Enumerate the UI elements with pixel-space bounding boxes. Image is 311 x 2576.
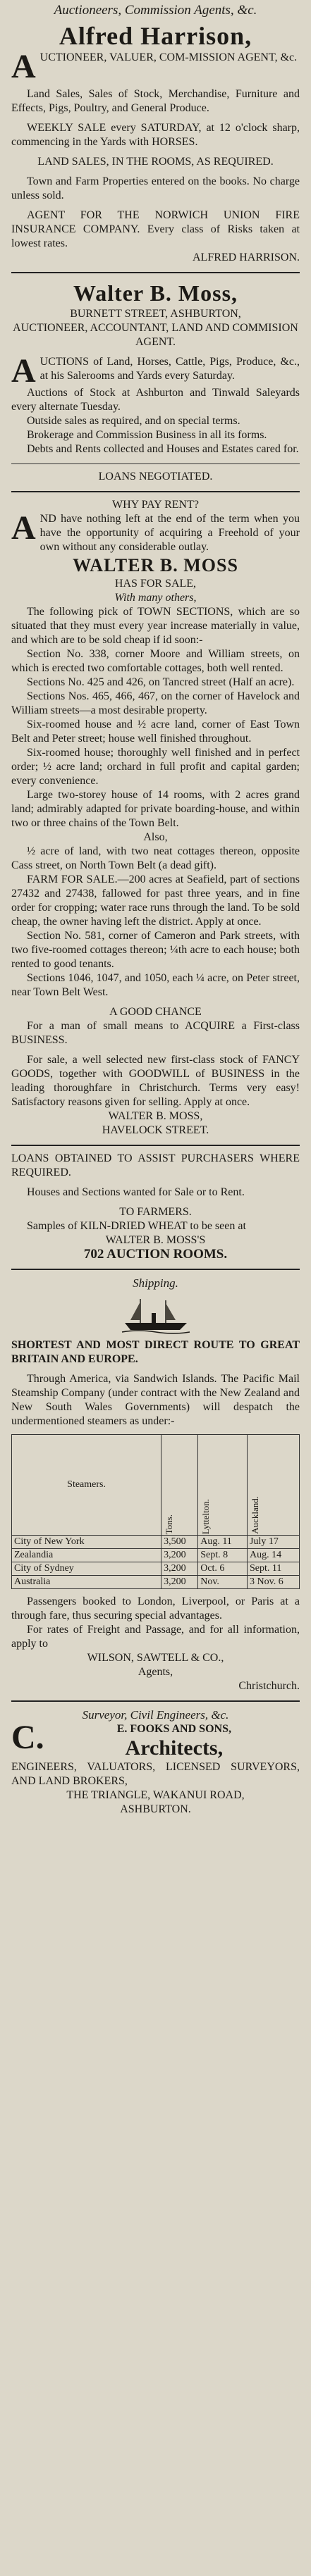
surveyor-address: THE TRIANGLE, WAKANUI ROAD, xyxy=(66,1789,245,1801)
divider xyxy=(11,1700,300,1702)
moss-acre-land: ½ acre of land, with two neat cottages thereon, opposite Cass street, on North Town Belt (a dead gift). xyxy=(11,845,300,871)
moss-six-roomed: Six-roomed house and ½ acre land, corner of East Town Belt and Peter street; house well finished throughout. xyxy=(11,718,300,745)
divider xyxy=(11,272,300,273)
cell-lyttelton: Sept. 8 xyxy=(198,1549,248,1562)
moss-debts: Debts and Rents collected and Houses and Estates cared for. xyxy=(27,443,299,455)
col-lyttelton xyxy=(198,1435,248,1536)
shipping-passengers: Passengers booked to London, Liverpool, or Paris at a through fare, thus securing special advantages. xyxy=(11,1595,300,1622)
moss-good-chance: A GOOD CHANCE xyxy=(109,1006,202,1018)
moss-auctions xyxy=(11,352,300,390)
moss-with-many: With many others, xyxy=(114,592,197,604)
cell-lyttelton: Oct. 6 xyxy=(198,1562,248,1576)
moss-stock: Auctions of Stock at Ashburton and Tinwald Saleyards every alternate Tuesday. xyxy=(11,387,300,413)
harrison-agent: AGENT FOR THE NORWICH UNION FIRE INSURANCE COMPANY. Every class of Risks taken at lowest rates. xyxy=(11,209,300,249)
divider xyxy=(11,1145,300,1146)
moss-auctions-text: UCTIONS of Land, Horses, Cattle, Pigs, Produce, &c., at his Salerooms and Yards every Saturday. xyxy=(39,356,300,382)
harrison-town-farm: Town and Farm Properties entered on the books. No charge unless sold. xyxy=(11,175,300,201)
table-row xyxy=(12,1549,300,1562)
table-header-row xyxy=(12,1435,300,1536)
moss-rent-text xyxy=(11,509,300,554)
harrison-land-sales: Land Sales, Sales of Stock, Merchandise, Furniture and Effects, Pigs, Poultry, and General Produce. xyxy=(11,88,300,114)
moss-sign-2: HAVELOCK STREET. xyxy=(102,1124,209,1136)
moss-loans: LOANS NEGOTIATED. xyxy=(98,471,213,483)
shipping-wilson: WILSON, SAWTELL & CO., xyxy=(87,1652,224,1664)
moss-auction-rooms: 702 AUCTION ROOMS. xyxy=(83,1247,228,1262)
moss-rent-body: ND have nothing left at the end of the term when you have the opportunity of acquiring a Freehold of your own without any considerable outlay. xyxy=(39,513,300,553)
moss-section-465: Sections Nos. 465, 466, 467, on the corner of Havelock and William streets—a most desirable property. xyxy=(11,690,300,716)
moss-loans-obtained: LOANS OBTAINED TO ASSIST PURCHASERS WHERE REQUIRED. xyxy=(11,1152,300,1178)
shipping-agents: Agents, xyxy=(138,1666,173,1678)
cell-lyttelton: Nov. xyxy=(198,1576,248,1589)
harrison-advert xyxy=(11,21,300,265)
moss-six-roomed-2: Six-roomed house; thoroughly well finished and in perfect order; ½ acre land; orchard in full profit and capital garden; every convenience. xyxy=(11,747,300,787)
cell-lyttelton: Aug. 11 xyxy=(198,1536,248,1549)
col-steamers: Steamers. xyxy=(12,1435,161,1536)
section-heading-auctioneers: Auctioneers, Commission Agents, &c. xyxy=(54,3,257,18)
steamers-table xyxy=(11,1434,300,1589)
shipping-shortest-route: SHORTEST AND MOST DIRECT ROUTE TO GREAT BRITAIN AND EUROPE. xyxy=(11,1339,300,1365)
surveyor-town: ASHBURTON. xyxy=(120,1803,191,1815)
cell-name: City of Sydney xyxy=(12,1562,161,1576)
divider xyxy=(11,463,300,464)
cell-name: City of New York xyxy=(12,1536,161,1549)
moss-has-for-sale: HAS FOR SALE, xyxy=(114,578,197,590)
harrison-intro-text: UCTIONEER, VALUER, COM-MISSION AGENT, &c. xyxy=(39,51,298,63)
moss-section-581: Section No. 581, corner of Cameron and Park streets, with two five-roomed cottages thereon; ¼th acre to each house; both rented to good tenants. xyxy=(11,930,300,970)
col-tons xyxy=(161,1435,198,1536)
cell-auckland: July 17 xyxy=(248,1536,300,1549)
cell-auckland: 3 Nov. 6 xyxy=(248,1576,300,1589)
surveyor-heading: Surveyor, Civil Engineers, &c. xyxy=(82,1708,229,1722)
harrison-intro xyxy=(11,48,300,85)
divider xyxy=(11,1269,300,1270)
moss-to-farmers: TO FARMERS. xyxy=(119,1206,192,1218)
surveyor-engineers: ENGINEERS, VALUATORS, LICENSED SURVEYORS, AND LAND BROKERS, xyxy=(11,1761,300,1787)
cell-name: Australia xyxy=(12,1576,161,1589)
cell-name: Zealandia xyxy=(12,1549,161,1562)
moss-also: Also, xyxy=(143,831,168,843)
moss-sections-1046: Sections 1046, 1047, and 1050, each ¼ acre, on Peter street, near Town Belt West. xyxy=(11,972,300,998)
shipping-rates: For rates of Freight and Passage, and for all information, apply to xyxy=(11,1624,300,1650)
moss-following: The following pick of TOWN SECTIONS, which are so situated that they must every year increase materially in value, and which are to be sold cheap if id soon:- xyxy=(11,606,300,646)
moss-brokerage: Brokerage and Commission Business in all its forms. xyxy=(27,429,267,441)
cell-tons: 3,200 xyxy=(161,1549,198,1562)
cell-auckland: Aug. 14 xyxy=(248,1549,300,1562)
col-tons-label: Tons. xyxy=(164,1514,175,1534)
moss-advert xyxy=(11,279,300,1262)
cell-tons: 3,500 xyxy=(161,1536,198,1549)
harrison-name: Alfred Harrison, xyxy=(59,22,252,50)
moss-street: BURNETT STREET, ASHBURTON, xyxy=(70,308,241,320)
col-lyttelton-label: Lyttelton. xyxy=(200,1498,212,1534)
moss-farm: FARM FOR SALE.—200 acres at Seafield, part of sections 27432 and 27438, fallowed for past three years, and in fine order for cropping; water race runs through the land. To be sold cheap, the owner having left the district. Apply at once. xyxy=(11,873,300,928)
moss-name: Walter B. Moss, xyxy=(73,280,238,306)
shipping-advert xyxy=(11,1276,300,1693)
surveyor-advert xyxy=(11,1707,300,1817)
table-row xyxy=(12,1536,300,1549)
shipping-christchurch: Christchurch. xyxy=(238,1680,300,1692)
moss-sign-1: WALTER B. MOSS, xyxy=(108,1110,203,1122)
drop-cap: A xyxy=(11,48,36,85)
moss-large-house: Large two-storey house of 14 rooms, with 2 acres grand land; admirably adapted for private boarding-house, and within two or three chains of the Town Belt. xyxy=(11,789,300,829)
moss-fancy-goods: For sale, a well selected new first-class stock of FANCY GOODS, together with GOODWILL of BUSINESS in the leading thoroughfare in Christchurch. Terms very easy! Satisfactory reasons given for selling. Apply at once. xyxy=(11,1054,300,1108)
harrison-land-rooms: LAND SALES, IN THE ROOMS, AS REQUIRED. xyxy=(37,156,274,168)
shipping-through: Through America, via Sandwich Islands. The Pacific Mail Steamship Company (under contract with the New Zealand and New South Wales Governments) will despatch the undermentioned steamers as under:- xyxy=(11,1373,300,1427)
cell-tons: 3,200 xyxy=(161,1576,198,1589)
moss-chance-text: For a man of small means to ACQUIRE a First-class BUSINESS. xyxy=(11,1020,300,1046)
moss-section-338: Section No. 338, corner Moore and William streets, on which is erected two comfortable cottages, both well rented. xyxy=(11,648,300,674)
cell-tons: 3,200 xyxy=(161,1562,198,1576)
surveyor-letter: C. xyxy=(11,1719,44,1756)
drop-cap: A xyxy=(11,509,36,547)
moss-section-425: Sections No. 425 and 426, on Tancred street (Half an acre). xyxy=(27,676,295,688)
divider xyxy=(11,491,300,492)
col-auckland-label: Auckland. xyxy=(250,1496,260,1534)
harrison-signature: ALFRED HARRISON. xyxy=(192,251,300,263)
harrison-weekly-sale: WEEKLY SALE every SATURDAY, at 12 o'clock sharp, commencing in the Yards with HORSES. xyxy=(11,122,300,148)
cell-auckland: Sept. 11 xyxy=(248,1562,300,1576)
drop-cap: A xyxy=(11,352,36,390)
surveyor-architects: Architects, xyxy=(125,1736,224,1760)
moss-why-pay-rent: WHY PAY RENT? xyxy=(112,499,199,511)
moss-houses-wanted: Houses and Sections wanted for Sale or to Rent. xyxy=(27,1186,245,1198)
moss-kiln: Samples of KILN-DRIED WHEAT to be seen at xyxy=(27,1220,246,1232)
steamship-icon xyxy=(121,1295,191,1334)
moss-kiln-2: WALTER B. MOSS'S xyxy=(105,1234,206,1246)
moss-name-2: WALTER B. MOSS xyxy=(73,555,238,575)
moss-occupation: AUCTIONEER, ACCOUNTANT, LAND AND COMMISION AGENT. xyxy=(13,322,298,348)
shipping-heading: Shipping. xyxy=(133,1276,178,1290)
surveyor-firm: E. FOOKS AND SONS, xyxy=(116,1723,231,1735)
table-row xyxy=(12,1562,300,1576)
col-auckland xyxy=(248,1435,300,1536)
surveyor-header xyxy=(11,1719,300,1760)
moss-outside: Outside sales as required, and on special terms. xyxy=(27,415,240,427)
table-row xyxy=(12,1576,300,1589)
